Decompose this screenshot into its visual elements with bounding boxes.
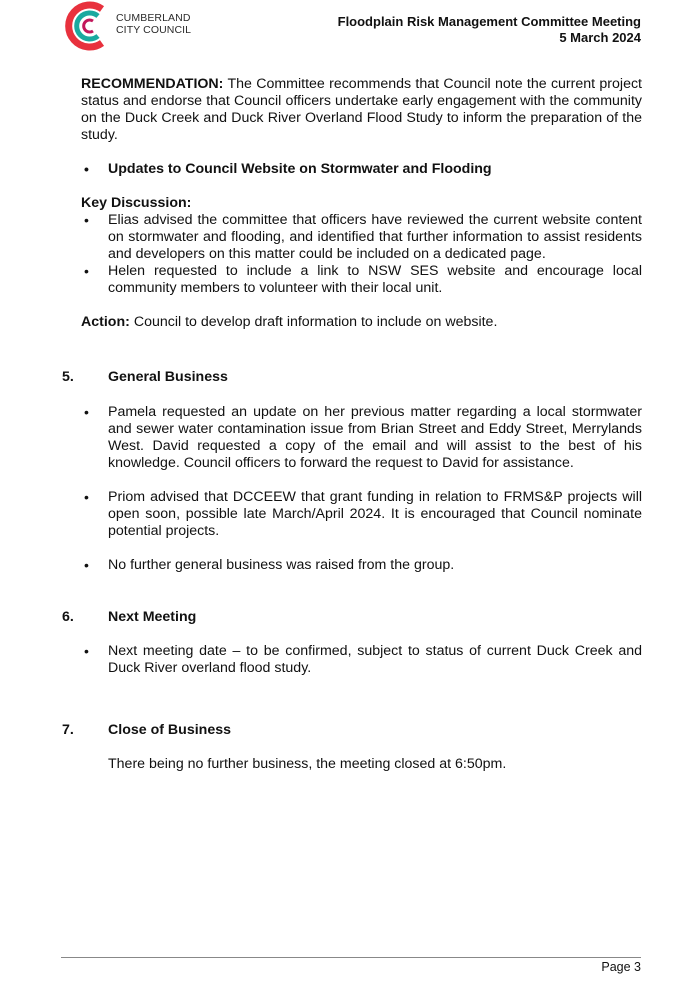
list-item: • Elias advised the committee that officers have reviewed the current website content on stormwater and flooding, and identified that further information to assist residents and developers on this matter could be included on a dedicated page. xyxy=(81,212,642,263)
list-item: • Pamela requested an update on her previous matter regarding a local stormwater and sewer water contamination issue from Brian Street and Eddy Street, Merrylands West. David requested a copy of the email and will assist to the best of his knowledge. Council officers to forward the request to David for assistance. xyxy=(81,404,642,472)
recommendation-paragraph xyxy=(81,76,642,144)
list-item: • Priom advised that DCCEEW that grant funding in relation to FRMS&P projects will open soon, possible late March/April 2024. It is encouraged that Council nominate potential projects. xyxy=(81,489,642,540)
section-title: Next Meeting xyxy=(108,609,197,625)
logo-text xyxy=(116,12,191,36)
close-of-business-text: There being no further business, the meeting closed at 6:50pm. xyxy=(108,756,507,772)
key-discussion-label: Key Discussion: xyxy=(81,195,192,211)
meeting-title: Floodplain Risk Management Committee Meeting xyxy=(337,14,641,29)
document-header xyxy=(338,14,641,46)
next-meeting-list xyxy=(81,643,642,677)
section-number: 5. xyxy=(62,369,74,385)
list-item: • No further general business was raised from the group. xyxy=(81,557,642,574)
footer-divider xyxy=(61,957,641,958)
document-body xyxy=(62,76,642,773)
action-text: Council to develop draft information to include on website. xyxy=(129,314,498,330)
website-update-heading: • Updates to Council Website on Stormwater and Flooding xyxy=(81,161,642,178)
key-discussion-list xyxy=(81,212,642,297)
section-6-heading xyxy=(62,609,642,626)
section-5-heading xyxy=(62,369,642,386)
action-paragraph xyxy=(81,314,642,331)
recommendation-text: The Committee recommends that Council note the current project status and endorse that Council officers undertake early engagement with the community on the Duck Creek and Duck River Overland Flood Study to inform the preparation of the study. xyxy=(81,76,642,143)
general-business-list xyxy=(81,404,642,574)
section-number: 7. xyxy=(62,722,74,738)
council-logo-icon xyxy=(64,0,114,52)
council-logo xyxy=(64,0,214,56)
recommendation-label: RECOMMENDATION: xyxy=(81,76,224,92)
logo-line-1: CUMBERLAND xyxy=(116,12,191,24)
section-title: General Business xyxy=(108,369,228,385)
action-label: Action: xyxy=(81,314,130,330)
section-7-heading xyxy=(62,722,642,739)
meeting-date: 5 March 2024 xyxy=(559,30,641,45)
website-update-list xyxy=(81,161,642,178)
list-item: • Next meeting date – to be confirmed, subject to status of current Duck Creek and Duck River overland flood study. xyxy=(81,643,642,677)
section-title: Close of Business xyxy=(108,722,231,738)
section-number: 6. xyxy=(62,609,74,625)
page-number: Page 3 xyxy=(601,960,641,974)
logo-line-2: CITY COUNCIL xyxy=(116,24,192,36)
list-item: • Helen requested to include a link to NSW SES website and encourage local community members to volunteer with their local unit. xyxy=(81,263,642,297)
